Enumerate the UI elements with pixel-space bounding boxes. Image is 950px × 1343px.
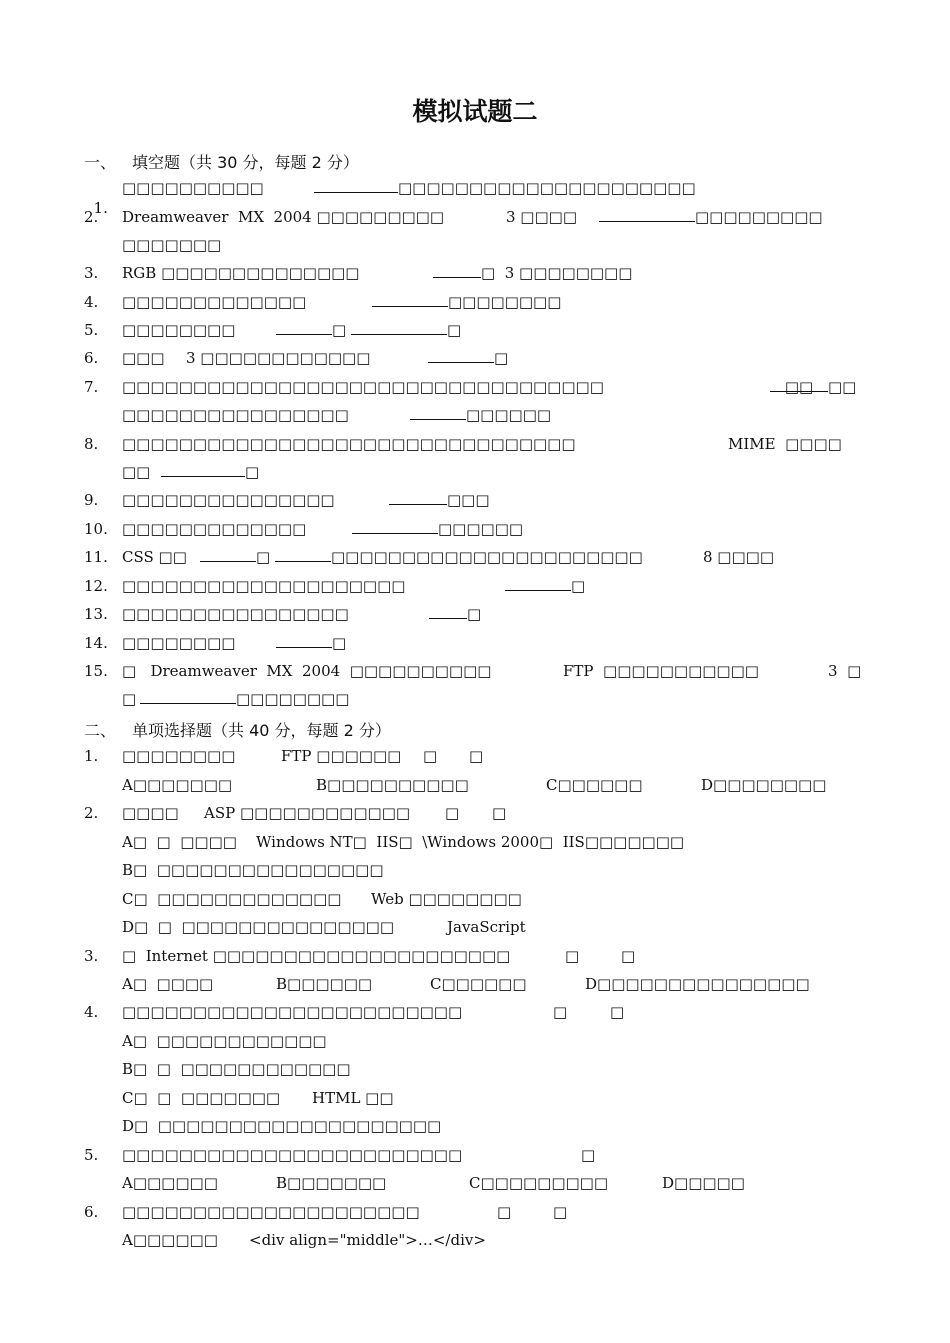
question-number: 14.	[84, 634, 108, 652]
question-number: 11.	[84, 548, 108, 566]
question-text: □□□□□□	[438, 520, 524, 538]
question-number: 13.	[84, 605, 108, 623]
question-text: □□□□□□□□□□□□□□□□□□□□□	[122, 1203, 420, 1221]
answer-blank[interactable]	[505, 576, 571, 591]
option-d[interactable]: D□□□□□□□□□□□□□□□	[585, 975, 810, 993]
answer-blank[interactable]	[433, 263, 481, 278]
option-b[interactable]: B□ □□□□□□□□□□□□□□□□	[122, 861, 384, 879]
paren-close: □	[581, 1146, 596, 1164]
question-number: 15.	[84, 662, 108, 680]
answer-blank[interactable]	[140, 689, 236, 704]
option-c[interactable]: C□□□□□□	[546, 776, 643, 794]
question-number: 3.	[84, 947, 99, 965]
option-a[interactable]: A□□□□□□	[122, 1231, 218, 1249]
option-b[interactable]: B□□□□□□□	[276, 1174, 387, 1192]
section-number: 一、	[84, 153, 117, 172]
option-d-text: JavaScript	[447, 918, 526, 936]
answer-blank[interactable]	[276, 633, 332, 648]
answer-blank[interactable]: □□	[770, 377, 828, 392]
question-text: □	[467, 605, 482, 623]
option-c[interactable]: C□□□□□□□□□	[469, 1174, 609, 1192]
question-number: 10.	[84, 520, 108, 538]
question-text: □□□□□□□□	[236, 690, 350, 708]
question-text: CSS □□	[122, 548, 187, 566]
question-text: □	[245, 463, 260, 481]
option-b[interactable]: B□ □ □□□□□□□□□□□□	[122, 1060, 351, 1078]
paren-close: □	[553, 1203, 568, 1221]
question-text: □□□	[122, 349, 165, 367]
question-text: □	[256, 548, 271, 566]
question-number: 3.	[84, 264, 99, 282]
question-text: □□□□□□□□	[122, 747, 236, 765]
question-text: □	[332, 634, 347, 652]
question-text: □□□□□□□□□□□□□□□□□□□□	[122, 577, 406, 595]
question-text: □□□□□□□□□□□□□	[122, 293, 307, 311]
option-a-text: <div align="middle">…</div>	[249, 1231, 486, 1249]
question-text: □	[332, 321, 347, 339]
paren-close: □	[621, 947, 636, 965]
paren-open: □	[565, 947, 580, 965]
answer-blank[interactable]	[314, 178, 398, 193]
paren-open: □	[423, 747, 438, 765]
question-text: □□□□□□□□□□□□□□□□	[122, 406, 349, 424]
answer-blank[interactable]	[599, 207, 695, 222]
question-number: 9.	[84, 491, 99, 509]
question-text: □□□□□□□□□□	[122, 179, 264, 197]
page-title: 模拟试题二	[412, 97, 538, 126]
answer-blank[interactable]	[410, 405, 466, 420]
option-a[interactable]: A□ □ □□□□	[122, 833, 237, 851]
option-b[interactable]: B□□□□□□□□□□	[316, 776, 469, 794]
option-a[interactable]: A□ □□□□□□□□□□□□	[122, 1032, 327, 1050]
option-c[interactable]: C□ □ □□□□□□□	[122, 1089, 281, 1107]
question-number: 7.	[84, 378, 99, 396]
paren-close: □	[610, 1003, 625, 1021]
answer-blank[interactable]	[428, 348, 494, 363]
question-text: 8 □□□□	[703, 548, 775, 566]
question-text: □□□□□□□□□□□□□□□□□□□□□□	[330, 548, 643, 566]
option-d[interactable]: D□□□□□	[662, 1174, 745, 1192]
question-text: □□□□□□□□□□□□□□□□□□□□□	[398, 179, 696, 197]
answer-blank[interactable]	[429, 604, 467, 619]
paren-close: □	[492, 804, 507, 822]
question-text: Dreamweaver MX 2004 □□□□□□□□□	[122, 208, 445, 226]
section-title: 单项选择题（共 40 分，每题 2 分）	[132, 721, 391, 740]
question-text: □□□□□□	[466, 406, 552, 424]
question-text: □□□□□□□□	[448, 293, 562, 311]
question-number: 6.	[84, 349, 99, 367]
question-text: □	[571, 577, 586, 595]
paren-open: □	[497, 1203, 512, 1221]
question-number: 1.	[93, 199, 108, 217]
answer-blank[interactable]	[200, 547, 256, 562]
question-text: □□□□□□□□□□□□□□□□	[122, 605, 349, 623]
question-text: □□□□□□□□□□□□□	[122, 520, 307, 538]
question-text: MIME □□□□	[728, 435, 842, 453]
option-d[interactable]: D□ □ □□□□□□□□□□□□□□□	[122, 918, 395, 936]
question-number: 4.	[84, 1003, 99, 1021]
option-c[interactable]: C□□□□□□	[430, 975, 527, 993]
question-number: 12.	[84, 577, 108, 595]
option-c-text: HTML □□	[312, 1089, 394, 1107]
option-a[interactable]: A□□□□□□	[122, 1174, 218, 1192]
answer-blank[interactable]	[351, 320, 447, 335]
answer-blank[interactable]	[276, 320, 332, 335]
question-text: □ Dreamweaver MX 2004 □□□□□□□□□□	[122, 662, 492, 680]
question-text: □□□□□□□□□	[695, 208, 823, 226]
section-heading-fill	[84, 150, 359, 173]
question-text: 3 □□□□	[506, 208, 578, 226]
option-d[interactable]: D□□□□□□□□	[701, 776, 827, 794]
question-text: □□□□□□□□□□□□□□□	[122, 491, 335, 509]
question-number: 5.	[84, 1146, 99, 1164]
option-a-text: Windows NT□ IIS□ \Windows 2000□ IIS□□□□□□□	[256, 833, 685, 851]
question-number: 8.	[84, 435, 99, 453]
answer-blank[interactable]	[389, 490, 447, 505]
question-number: 5.	[84, 321, 99, 339]
option-a[interactable]: A□ □□□□	[122, 975, 214, 993]
fill-question-1	[84, 178, 108, 217]
option-d[interactable]: D□ □□□□□□□□□□□□□□□□□□□□	[122, 1117, 442, 1135]
question-text: □□□	[447, 491, 490, 509]
question-text: 3 □	[828, 662, 862, 680]
question-text: □ 3 □□□□□□□□	[481, 264, 633, 282]
question-text: 3 □□□□□□□□□□□□	[186, 349, 371, 367]
question-number: 2.	[84, 804, 99, 822]
answer-blank[interactable]	[372, 292, 448, 307]
question-text: □□	[122, 463, 151, 481]
question-number: 2.	[84, 208, 99, 226]
question-text: □	[122, 690, 137, 708]
question-text: □□□□□□□□	[122, 634, 236, 652]
question-text: □□□□□□□	[122, 236, 222, 254]
question-text: □□□□□□□□□□□□□□□□□□□□□□□□	[122, 1003, 463, 1021]
question-text: □	[494, 349, 509, 367]
paren-open: □	[553, 1003, 568, 1021]
option-c-text: Web □□□□□□□□	[371, 890, 522, 908]
answer-blank[interactable]	[161, 462, 245, 477]
question-text: RGB □□□□□□□□□□□□□□	[122, 264, 360, 282]
question-number: 6.	[84, 1203, 99, 1221]
question-text: □□□□□□□□□□□□□□□□□□□□□□□□	[122, 1146, 463, 1164]
option-c[interactable]: C□ □□□□□□□□□□□□□	[122, 890, 342, 908]
question-number: 1.	[84, 747, 99, 765]
option-b[interactable]: B□□□□□□	[276, 975, 373, 993]
paren-open: □	[445, 804, 460, 822]
option-a[interactable]: A□□□□□□□	[122, 776, 233, 794]
question-text: □□□□□□□□□□□□□□□□□□□□□□□□□□□□□□□□	[122, 435, 576, 453]
question-text: □□	[828, 378, 857, 396]
question-text: ASP □□□□□□□□□□□□	[204, 804, 411, 822]
paren-close: □	[469, 747, 484, 765]
question-text: FTP □□□□□□	[281, 747, 402, 765]
answer-blank[interactable]	[352, 519, 438, 534]
section-heading-choice	[84, 718, 391, 741]
section-title: 填空题（共 30 分，每题 2 分）	[132, 153, 359, 172]
question-text: □□□□	[122, 804, 179, 822]
question-text: □	[446, 321, 462, 339]
question-text: FTP □□□□□□□□□□□	[563, 662, 759, 680]
section-number: 二、	[84, 721, 117, 740]
question-text: □ Internet □□□□□□□□□□□□□□□□□□□□□	[122, 947, 511, 965]
question-text: □□□□□□□□□□□□□□□□□□□□□□□□□□□□□□□□□□	[122, 378, 604, 396]
answer-blank[interactable]	[275, 547, 331, 562]
question-text: □□□□□□□□	[122, 321, 236, 339]
question-number: 4.	[84, 293, 99, 311]
